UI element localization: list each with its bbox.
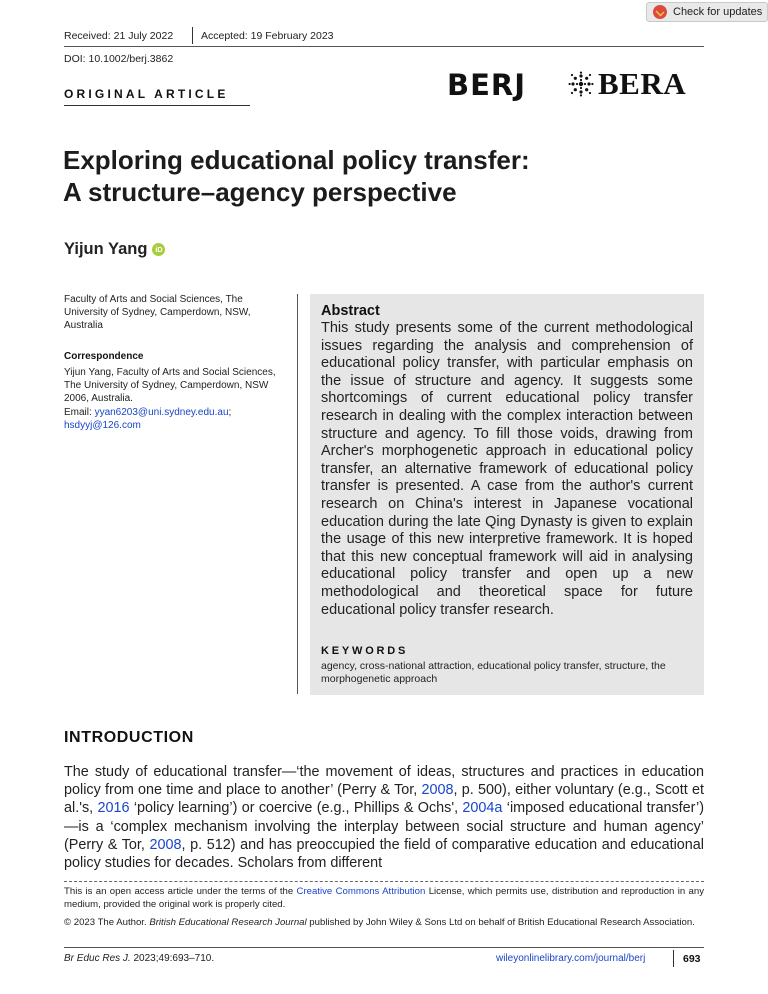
orcid-icon[interactable]: iD [152,243,165,256]
intro-text-2: , p. 500), either voluntary (e.g., Scott et al.'s, [64,782,705,817]
journal-citation [64,953,214,964]
correspondence-details [64,366,290,432]
intro-text-4: ‘imposed educational transfer’)—is a ‘complex mechanism involving the interplay between social structure and human agency’ (Perry & Tor, [64,800,704,853]
copyright-note [64,917,704,930]
citation-link[interactable]: 2004a [462,800,503,817]
copyright-pre: © 2023 The Author. [64,917,150,928]
copyright-journal: British Educational Research Journal [149,917,307,928]
abstract-text: This study presents some of the current methodological issues regarding the analysis and comprehension of educational policy transfer, with particular emphasis on the issue of structure and agency. It suggests some shortcomings of current educational policy transfer research in dealing with the complex interaction between structure and agency. To fill those voids, drawing from Archer's morphogenetic approach in educational policy transfer, an alternative framework of educational policy transfer is presented. A case from the author's current research on China's interest in Japanese vocational education during the late Qing Dynasty is given to explain the usage of this new interpretive framework. It is hoped that this new conceptual framework will aid in analysing educational policy transfer and open up a new methodological and theoretical space for future educational policy transfer research. [321,320,693,618]
page-number: 693 [683,953,701,965]
footer-divider [673,950,674,967]
citation-link[interactable]: 2008 [421,782,454,799]
license-note [64,886,704,911]
correspondence-address: Yijun Yang, Faculty of Arts and Social Sciences, The University of Sydney, Camperdown, NSW 2006, Australia. [64,367,276,405]
journal-volume: 2023;49:693–710. [130,953,215,964]
received-date: Received: 21 July 2022 [64,30,174,42]
article-type: ORIGINAL ARTICLE [64,87,229,101]
accepted-date: Accepted: 19 February 2023 [201,30,334,42]
journal-abbrev: Br Educ Res J. [64,953,131,964]
introduction-heading: INTRODUCTION [64,729,194,746]
header-rule [64,46,704,47]
header-divider [192,27,193,44]
check-for-updates-button[interactable] [646,2,768,22]
title-line-1: Exploring educational policy transfer: [63,145,530,175]
author-name[interactable]: Yijun Yang [64,240,148,258]
intro-text-3: ‘policy learning’) or coercive (e.g., Phillips & Ochs', [129,800,463,817]
license-text-pre: This is an open access article under the terms of the [64,886,297,897]
doi: DOI: 10.1002/berj.3862 [64,53,174,65]
title-line-2: A structure–agency perspective [63,177,457,207]
bera-emblem-icon [568,71,594,97]
abstract-heading: Abstract [321,303,380,319]
copyright-post: published by John Wiley & Sons Ltd on behalf of British Educational Research Association. [306,917,695,928]
email-label: Email: [64,406,95,418]
article-type-underline [64,105,250,106]
correspondence-heading: Correspondence [64,351,144,362]
berj-logo: BERJ [447,68,527,102]
journal-url-link[interactable]: wileyonlinelibrary.com/journal/berj [496,953,646,964]
email-link-2[interactable]: hsdyyj@126.com [64,419,141,431]
creative-commons-link[interactable]: Creative Commons Attribution [296,886,426,897]
author [64,240,165,259]
email-link-1[interactable]: yyan6203@uni.sydney.edu.au [94,406,229,418]
license-text-post: License, which permits use, distribution and reproduction in any medium, provided the original work is properly cited. [64,886,704,910]
keywords-text: agency, cross-national attraction, educational policy transfer, structure, the morphogenetic approach [321,660,666,685]
footnote-divider [64,881,704,882]
footer-rule [64,947,704,948]
intro-text-1: The study of educational transfer—‘the movement of ideas, structures and practices in education policy from one time and place to another’ (Perry & Tor, [64,764,704,799]
affiliation: Faculty of Arts and Social Sciences, The University of Sydney, Camperdown, NSW, Australia [64,294,251,331]
article-title [63,144,713,208]
introduction-paragraph [64,763,704,872]
citation-link[interactable]: 2016 [97,800,130,817]
abstract-rule [297,294,298,694]
crossmark-icon [653,5,667,19]
check-for-updates-label: Check for updates [673,6,763,18]
keywords-heading: KEYWORDS [321,645,409,657]
email-separator: ; [228,406,232,418]
intro-text-5: , p. 512) and has preoccupied the field of comparative education and educational policy studies for decades. Scholars from different [64,836,704,872]
citation-link[interactable]: 2008 [149,836,182,853]
bera-logo: BERA [598,66,687,101]
